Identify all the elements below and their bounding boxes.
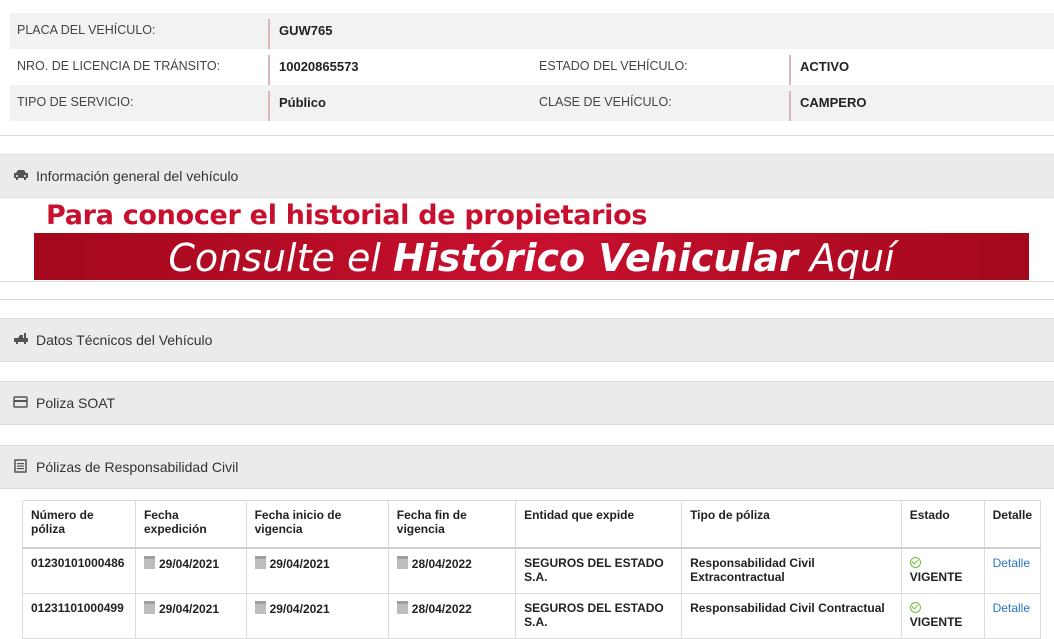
cell-tipo: Responsabilidad Civil Extracontractual <box>682 548 902 594</box>
cell-estado <box>901 548 984 594</box>
banner-cta-post: Aquí <box>797 236 895 280</box>
cell-tipo: Responsabilidad Civil Contractual <box>682 594 902 639</box>
cell-expedicion <box>135 594 246 639</box>
cell-detalle <box>984 548 1040 594</box>
divider <box>0 299 1054 300</box>
detalle-link[interactable]: Detalle <box>992 601 1030 615</box>
col-inicio: Fecha inicio de vigencia <box>246 501 388 549</box>
cell-entidad: SEGUROS DEL ESTADO S.A. <box>516 594 682 639</box>
clase-label: CLASE DE VEHÍCULO: <box>539 95 672 109</box>
summary-row-servicio <box>10 85 1054 121</box>
car-icon <box>13 168 29 182</box>
cell-expedicion-value: 29/04/2021 <box>158 602 220 616</box>
panel-title-rc: Pólizas de Responsabilidad Civil <box>36 459 239 475</box>
cell-inicio-value: 29/04/2021 <box>269 557 330 571</box>
historico-vehicular-banner[interactable] <box>34 233 1029 280</box>
calendar-icon <box>397 556 408 569</box>
check-circle-icon <box>910 557 921 568</box>
panel-informacion-general[interactable] <box>0 154 1054 198</box>
cell-estado <box>901 594 984 639</box>
panel-title-soat: Poliza SOAT <box>36 395 116 411</box>
cell-inicio <box>246 548 388 594</box>
cell-numero: 01231101000499 <box>23 594 136 639</box>
panel-datos-tecnicos[interactable] <box>0 318 1054 362</box>
banner-cta[interactable] <box>34 236 1029 280</box>
status-badge: VIGENTE <box>909 570 963 584</box>
panel-responsabilidad-civil[interactable] <box>0 445 1054 489</box>
banner-cta-bold: Histórico Vehicular <box>393 236 798 280</box>
calendar-icon <box>397 601 408 614</box>
calendar-icon <box>255 601 266 614</box>
detalle-link[interactable]: Detalle <box>992 556 1030 570</box>
estado-value: ACTIVO <box>789 55 849 85</box>
status-badge: VIGENTE <box>909 615 963 629</box>
panel-title-tecnicos: Datos Técnicos del Vehículo <box>36 332 213 348</box>
col-fin: Fecha fin de vigencia <box>388 501 515 549</box>
table-header-row <box>23 501 1041 549</box>
divider <box>0 281 1054 282</box>
table-row <box>23 594 1041 639</box>
cell-inicio-value: 29/04/2021 <box>269 602 330 616</box>
servicio-value: Público <box>268 91 326 121</box>
cell-detalle <box>984 594 1040 639</box>
cell-entidad: SEGUROS DEL ESTADO S.A. <box>516 548 682 594</box>
polizas-table <box>22 500 1041 639</box>
cell-fin-value: 28/04/2022 <box>411 602 472 616</box>
document-list-icon <box>13 459 29 473</box>
col-entidad: Entidad que expide <box>516 501 682 549</box>
cell-numero: 01230101000486 <box>23 548 136 594</box>
cell-fin-value: 28/04/2022 <box>411 557 472 571</box>
table-row <box>23 548 1041 594</box>
panel-title-general: Información general del vehículo <box>36 168 239 184</box>
col-expedicion: Fecha expedición <box>135 501 246 549</box>
licencia-value: 10020865573 <box>268 55 359 85</box>
calendar-icon <box>144 556 155 569</box>
licencia-label: NRO. DE LICENCIA DE TRÁNSITO: <box>17 59 221 73</box>
summary-row-licencia <box>10 49 1054 85</box>
check-circle-icon <box>910 602 921 613</box>
col-tipo: Tipo de póliza <box>682 501 902 549</box>
estado-label: ESTADO DEL VEHÍCULO: <box>539 59 688 73</box>
cell-fin <box>388 594 515 639</box>
jeep-icon <box>13 332 29 346</box>
col-estado: Estado <box>901 501 984 549</box>
cell-expedicion-value: 29/04/2021 <box>158 557 220 571</box>
cell-expedicion <box>135 548 246 594</box>
cell-fin <box>388 548 515 594</box>
banner-headline[interactable]: Para conocer el historial de propietarios <box>46 200 648 231</box>
summary-row-placa <box>10 13 1054 49</box>
placa-label: PLACA DEL VEHÍCULO: <box>17 23 156 37</box>
credit-card-icon <box>13 395 29 409</box>
panel-poliza-soat[interactable] <box>0 381 1054 425</box>
calendar-icon <box>255 556 266 569</box>
vehicle-summary <box>10 13 1054 121</box>
divider <box>0 135 1054 136</box>
col-numero: Número de póliza <box>23 501 136 549</box>
placa-value: GUW765 <box>268 19 332 49</box>
servicio-label: TIPO DE SERVICIO: <box>17 95 134 109</box>
cell-inicio <box>246 594 388 639</box>
banner-cta-pre: Consulte el <box>168 236 393 280</box>
col-detalle: Detalle <box>984 501 1040 549</box>
calendar-icon <box>144 601 155 614</box>
clase-value: CAMPERO <box>789 91 866 121</box>
